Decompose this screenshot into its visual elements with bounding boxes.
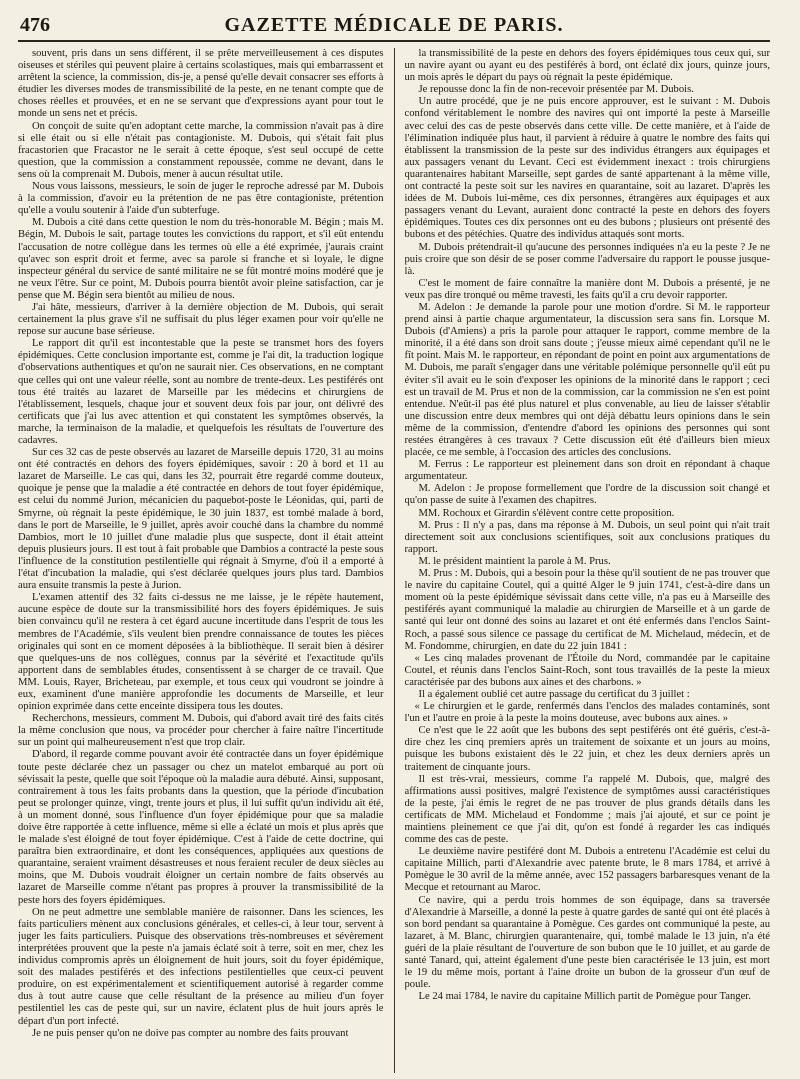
- paragraph: C'est le moment de faire connaître la manière dont M. Dubois a présenté, je ne veux pas dire tronqué ou même travesti, les faits qu'il a cru devoir rapporter.: [404, 277, 770, 301]
- page-number: 476: [20, 14, 50, 36]
- paragraph: M. Ferrus : Le rapporteur est pleinement dans son droit en répondant à chaque argumentateur.: [404, 459, 770, 483]
- paragraph: Il est très-vrai, messieurs, comme l'a rappelé M. Dubois, que, malgré des affirmations aussi positives, malgré l'existence de symptômes aussi caractéristiques de la peste, j'ai émis le regret de ne pas trouver de plus grands détails dans les certificats de MM. Michelaud et Fondomme ; mais j'ai ajouté, et sur ce point je maintiens pleinement ce que j'ai dit, qu'on est fondé à regarder les cas indiqués comme des cas de peste.: [404, 773, 770, 846]
- paragraph: M. le président maintient la parole à M. Prus.: [418, 555, 611, 567]
- journal-title: GAZETTE MÉDICALE DE PARIS.: [224, 14, 564, 36]
- paragraph: M. Dubois prétendrait-il qu'aucune des personnes indiquées n'a eu la peste ? Je ne puis croire que son désir de se poser comme l'adversaire du rapport le pousse jusque-là.: [404, 241, 770, 277]
- column-divider: [394, 48, 395, 1073]
- paragraph: « Le chirurgien et le garde, renfermés dans l'enclos des malades contaminés, sont l'un et l'autre en proie à la peste la moins douteuse, avec bubons aux aines. »: [404, 701, 770, 725]
- paragraph: Le deuxième navire pestiféré dont M. Dubois a entretenu l'Académie est celui du capitaine Millich, parti d'Alexandrie avec patente brute, le 8 mars 1784, et arrivé à Pomègue le 30 avril de la même année, avec 152 passagers barbaresques venant de la Mecque et retournant au Maroc.: [404, 846, 770, 894]
- paragraph: J'ai hâte, messieurs, d'arriver à la dernière objection de M. Dubois, qui serait certainement la plus grave s'il ne suffisait du plus léger examen pour voir qu'elle ne repose sur aucune base sérieuse.: [18, 301, 384, 338]
- paragraph: Ce navire, qui a perdu trois hommes de son équipage, dans sa traversée d'Alexandrie à Marseille, a donné la peste à quatre gardes de santé qui ont été placés à son bord pendant sa quarantaine à Pomègue. Ces gardes ont communiqué la peste, au lazaret, à M. Blanc, chirurgien quarantenaire, qui, tombé malade le 13 juin, n'a été guéri de la plaie résultant de l'ouverture de son bubon que le 10 juillet, et au garde de santé Tanard, qui, atteint également d'une peste bien caractérisée le 13 juin, est mort le 19 du même mois, portant à l'aine droite un bubon de la grosseur d'un œuf de poule.: [404, 894, 770, 991]
- paragraph: Ce n'est que le 22 août que les bubons des sept pestiférés ont été guéris, c'est-à-dire chez les cinq premiers après un traitement de soixante et un jours au moins, puisque les bubons existaient dès le 22 juin, et chez les deux derniers après un traitement de cinquante jours.: [404, 725, 770, 773]
- paragraph: Sur ces 32 cas de peste observés au lazaret de Marseille depuis 1720, 31 au moins ont été contractés en dehors des foyers épidémiques, savoir : 20 à bord et 11 au lazaret de Marseille. Le cas qui, dans les 32, pourrait être regardé comme douteux, quoique je pense que la maladie a été contractée en dehors de tout foyer épidémique, est celui du nommé Jurion, mécanicien du paquebot-poste le Léonidas, qui, parti de Smyrne, où régnait la peste épidémique, le 30 juin 1837, est tombé malade à bord, dans le port de Marseille, le 9 juillet, après avoir couché dans la chambre du nommé Dambios, mort le 10 juillet d'une maladie plus que suspecte, dont il était atteint depuis plusieurs jours. Il est tout à fait probable que Dambios a contracté la peste sous l'influence de la constitution pestilentielle qui régnait à Smyrne, d'où il a emporté à l'état d'incubation la maladie, qui s'est déclarée quelques jours plus tard. Dambios aura ensuite transmis la peste à Jurion.: [18, 447, 384, 592]
- text-columns: [18, 48, 770, 1073]
- paragraph: Recherchons, messieurs, comment M. Dubois, qui d'abord avait tiré des faits cités la même conclusion que nous, va procéder pour chercher à faire naître l'incertitude sur un point qui malheureusement n'est que trop clair.: [18, 713, 384, 749]
- paragraph: M. Prus : M. Dubois, qui a besoin pour la thèse qu'il soutient de ne pas trouver que le navire du capitaine Coutel, qui a quitté Alger le 9 juin 1741, c'est-à-dire dans un moment où la peste épidémique sévissait dans cette ville, n'a pas eu à Marseille des pestiférés ayant communiqué la maladie au chirurgien de Marseille et à un garde de santé qui leur ont donné des soins au lazaret et ont été enfermés dans l'enclos Saint-Roch, a passé sous silence ce passage du certificat de M. Michelaud, médecin, et de M. Fondomme, chirurgien, en date du 22 juin 1841 :: [404, 568, 770, 652]
- page-header: [18, 10, 770, 42]
- paragraph: Il a également oublié cet autre passage du certificat du 3 juillet :: [418, 688, 690, 700]
- paragraph: D'abord, il regarde comme pouvant avoir été contractée dans un foyer épidémique toute peste déclarée chez un passager ou chez un matelot embarqué au port où sévissait la peste, quelle que soit l'époque où la maladie aura débuté. Ainsi, supposant, contrairement à tous les faits probants dans la question, que la période d'incubation peut se prolonger quinze, vingt, trente jours et plus, il lui suffit qu'un individu ait été, à un moment donné, sous l'influence d'un foyer épidémique pour que sa maladie doive être rapportée à cette influence, même si elle a éclaté un mois et plus après que le malade s'est éloigné de tout foyer épidémique. C'est à l'aide de cette doctrine, qui paraîtra bien extraordinaire, et dont les conséquences, appliquées aux questions de quarantaine, seraient vraiment désastreuses et nous feraient reculer de deux siècles au moins, que M. Dubois voudrait éloigner un certain nombre de faits observés au lazaret de Marseille comme n'étant pas propres à prouver la transmissibilité de la peste hors des foyers épidémiques.: [18, 749, 384, 906]
- paragraph: Le 24 mai 1784, le navire du capitaine Millich partit de Pomègue pour Tanger.: [418, 991, 751, 1003]
- paragraph: « Les cinq malades provenant de l'Étoile du Nord, commandée par le capitaine Coutel, et réunis dans l'enclos Saint-Roch, sont tous travaillés de la peste la mieux caractérisée par des bubons aux aines et des charbons. »: [404, 652, 770, 688]
- paragraph: MM. Rochoux et Girardin s'élèvent contre cette proposition.: [418, 507, 675, 519]
- paragraph: M. Dubois a cité dans cette question le nom du très-honorable M. Bégin ; mais M. Bégin, M. Dubois le sait, partage toutes les convictions du rapport, et s'il eût entendu l'accusation de notre collègue dans les termes où elle a été exprimée, j'aurais craint qu'avec son esprit droit et ferme, avec sa parole si franche et si loyale, le digne inspecteur général du service de santé militaire ne se fût montré moins modéré que je ne veux l'être. Sur ce point, M. Dubois pourra bientôt avoir pleine satisfaction, car je pense que M. Bégin sera bientôt au milieu de nous.: [18, 217, 384, 301]
- left-column: [18, 48, 384, 1073]
- paragraph: Un autre procédé, que je ne puis encore approuver, est le suivant : M. Dubois confond véritablement le nombre des navires qui ont importé la peste à Marseille avec celui des cas de peste observés dans cette ville. De cette manière, et à l'aide de l'élimination indiquée plus haut, il parvient à réduire à quatre le nombre des faits qui établissent la transmission de la peste sur des individus étrangers aux équipages et aux passagers venant du Levant. Ceci est évidemment inexact : trois chirurgiens quarantenaires habitant Marseille, sept gardes de santé appartenant à la même ville, ont contracté la peste soit sur les navires en quarantaine, soit au lazaret. D'après les idées de M. Dubois lui-même, ces dix personnes, étrangères aux équipages et aux passagers venant du Levant, auraient donc contracté la peste en dehors des foyers épidémiques. Toutes ces dix personnes ont eu des bubons ; plusieurs ont présenté des bubons et des pétéchies. Quatre des individus attaqués sont morts.: [404, 96, 770, 241]
- paragraph: Nous vous laissons, messieurs, le soin de juger le reproche adressé par M. Dubois à la commission, d'avoir eu la prétention de ne pas être contagioniste, prétention qu'elle a voulu soutenir à l'aide d'un subterfuge.: [18, 181, 384, 217]
- paragraph: On ne peut admettre une semblable manière de raisonner. Dans les sciences, les faits particuliers mènent aux conclusions générales, et celles-ci, à leur tour, servent à juger les faits particuliers. Puisque des observations très-nombreuses et sévèrement interprétées prouvent que la peste n'a jamais éclaté soit à terre, soit en mer, chez les individus compromis après un éloignement de huit jours, soit du foyer épidémique, soit des malades pestiférés et des infections pestilentielles que ceux-ci peuvent produire, on est expérimentalement et scientifiquement autorisé à regarder comme dus à tout autre cause que celle résultant de la présence au milieu d'un foyer pestilentiel les cas de peste qui, sur un navire, éclatent plus de huit jours après le départ d'un port infecté.: [18, 906, 384, 1027]
- paragraph: M. Prus : Il n'y a pas, dans ma réponse à M. Dubois, un seul point qui n'ait trait directement soit aux conclusions scientifiques, soit aux conclusions pratiques du rapport.: [404, 519, 770, 555]
- paragraph: On conçoit de suite qu'en adoptant cette marche, la commission n'avait pas à dire si elle était ou si elle n'était pas contagioniste. M. Dubois, qui s'était fait plus fracastorien que Fracastor ne le serait à cette époque, s'est seul occupé de cette question, que la commission a constamment repoussée, comme ne devant, dans le sens où la comprenait M. Dubois, mener à aucun résultat utile.: [18, 120, 384, 180]
- right-column: [405, 48, 771, 1073]
- paragraph: Je repousse donc la fin de non-recevoir présentée par M. Dubois.: [418, 84, 694, 96]
- paragraph: L'examen attentif des 32 faits ci-dessus ne me laisse, je le répète hautement, aucune espèce de doute sur la transmissibilité hors des foyers épidémiques. Je suis bien convaincu qu'il ne restera à cet égard aucune incertitude dans l'esprit de tous les membres de l'Académie, s'ils veulent bien prendre connaissance de toutes les pièces originales qui sont en ce moment déposées à la bibliothèque. Il serait bien à désirer que quelques-uns de nos collègues, connus par la sévérité et l'exactitude qu'ils apportent dans de semblables études, consentissent à se charger de ce travail. Que MM. Louis, Rayer, Bricheteau, par exemple, et tous ceux qui voudront se joindre à eux, examinent d'une manière approfondie les documents de Marseille, et leur opinion exprimée dans cette enceinte dissipera tous les doutes.: [18, 592, 384, 713]
- paragraph: souvent, pris dans un sens différent, il se prête merveilleusement à ces disputes oiseuses et stériles qui peuvent plaire à certains scolastiques, mais qui embarrassent et arrêtent la science, la commission, dis-je, a pensé qu'elle devait consacrer ses efforts à étudier les diverses modes de transmissibilité de la peste, en ne tenant compte que de choses réelles et prouvées, et en ne se servant que d'expressions ayant pour tout le monde un sens net et précis.: [18, 48, 384, 120]
- paragraph: Je ne puis penser qu'on ne doive pas compter au nombre des faits prouvant: [32, 1027, 349, 1039]
- paragraph: M. Adelon : Je propose formellement que l'ordre de la discussion soit changé et qu'on passe de suite à l'examen des chapitres.: [404, 483, 770, 507]
- paragraph: la transmissibilité de la peste en dehors des foyers épidémiques tous ceux qui, sur un navire ayant ou ayant eu des pestiférés à bord, ont éclaté dix jours, quinze jours, un mois après le départ du pays où régnait la peste épidémique.: [404, 48, 770, 84]
- paragraph: M. Adelon : Je demande la parole pour une motion d'ordre. Si M. le rapporteur prend ainsi à partie chaque argumentateur, la discussion sera sans fin. Lorsque M. Dubois (d'Amiens) a pris la parole pour attaquer le rapport, comme membre de la minorité, il a été dans son droit sans doute ; j'eusse mieux aimé cependant qu'il ne le fît point. Mais M. le rapporteur, en répondant de point en point aux argumentations de M. Dubois, me paraît s'engager dans une véritable polémique personnelle qu'il eût pu éviter s'il avait eu le soin d'exposer les opinions de la minorité dans le rapport ; ceci est un travail de M. Prus et non de la commission, car la commission ne s'en est point entendue. N'eût-il pas été plus naturel et plus convenable, au lieu de laisser s'établir une discussion entre deux membres qui ont déjà débattu leurs opinions dans le sein même de la commission, d'entendre d'abord les opinions des personnes qui sont restées étrangères à ces travaux ? Cette discussion eût été d'ailleurs bien mieux placée, ce me semble, à l'occasion des articles des conclusions.: [404, 301, 770, 459]
- paragraph: Le rapport dit qu'il est incontestable que la peste se transmet hors des foyers épidémiques. Cette conclusion importante est, comme je l'ai dit, la traduction logique d'observations authentiques et qu'on ne saurait nier. Ces observations, en ne comptant que celles qui ont une valeur réelle, sont au nombre de trente-deux. Les pestiférés ont tous été traités au lazaret de Marseille par les médecins et chirurgiens de l'établissement, lesquels, chaque jour et souvent deux fois par jour, ont délivré des certificats que j'ai lus avec attention et qui constatent les symptômes observés, la marche, la terminaison de la maladie, et quelquefois les résultats de l'ouverture des cadavres.: [18, 338, 384, 446]
